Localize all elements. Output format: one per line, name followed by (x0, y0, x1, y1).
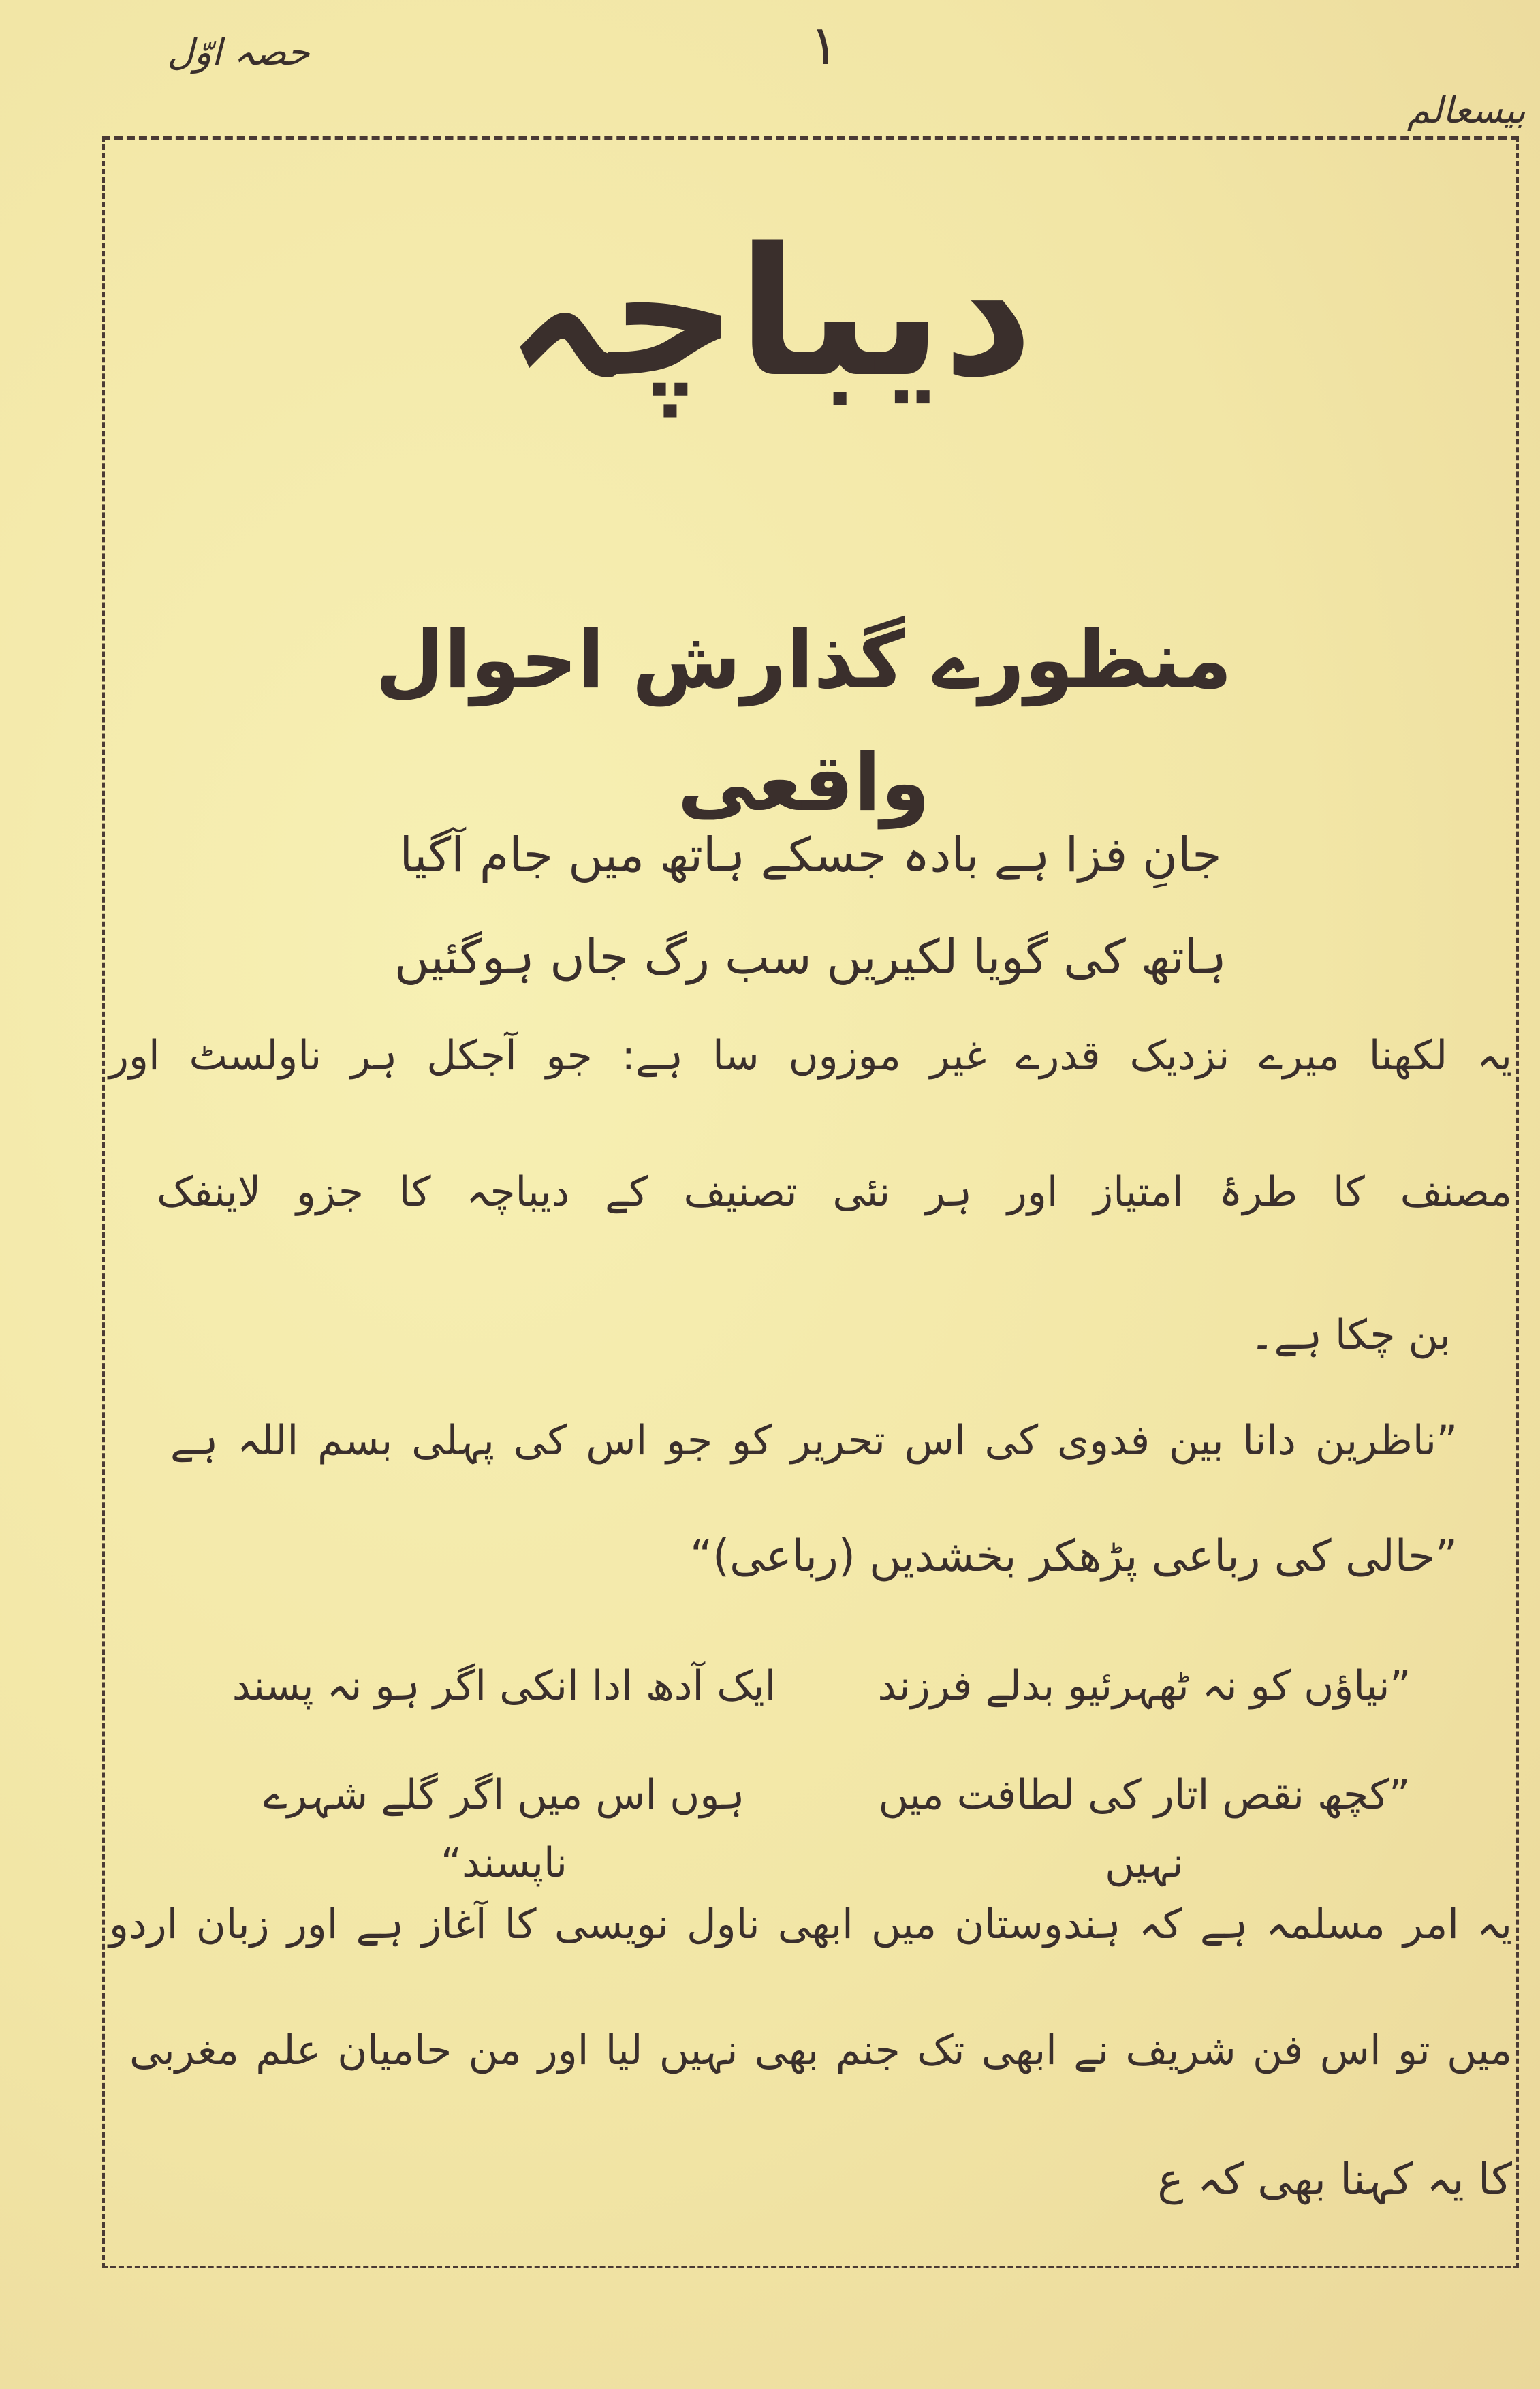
couplet-line: ہاتھ کی گویا لکیریں سب رگ جاں ہوگئیں (394, 929, 1227, 985)
request-line: ”ناظرین دانا بین فدوی کی اس تحریر کو جو اس کی پہلی بسم اللہ ہے (170, 1417, 1458, 1465)
rubai-line-right: ”نیاؤں کو نہ ٹھہرئیو بدلے فرزند (877, 1662, 1411, 1710)
rubai-line-left: ہوں اس میں اگر گلے شہرے ناپسند“ (263, 1771, 745, 1887)
paragraph-line: یہ لکھنا میرے نزدیک قدرے غیر موزوں سا ہے: جو آجکل ہر ناولسٹ اور (109, 1032, 1512, 1080)
paragraph-line: کا یہ کہنا بھی کہ ع (1157, 2155, 1512, 2205)
paragraph-line: بن چکا ہے۔ (1250, 1311, 1451, 1359)
paragraph-line: مصنف کا طرۂ امتیاز اور ہر نئی تصنیف کے دیباچہ کا جزو لاینفک (157, 1168, 1512, 1216)
couplet-line: جانِ فزا ہے بادہ جسکے ہاتھ میں جام آگیا (399, 827, 1222, 883)
page-number: ۱ (809, 14, 839, 77)
paragraph-line: یہ امر مسلمہ ہے کہ ہندوستان میں ابھی ناول نویسی کا آغاز ہے اور زبان اردو (109, 1901, 1512, 1948)
running-title: بیسعالم (1407, 89, 1526, 131)
part-label: حصہ اوّل (167, 31, 310, 74)
paragraph-line: میں تو اس فن شریف نے ابھی تک جنم بھی نہیں لیا اور من حامیان علم مغربی (129, 2027, 1512, 2074)
page-subtitle: منظورے گذارش احوال واقعی (375, 614, 1232, 829)
rubai-line-left: ایک آدھ ادا انکی اگر ہو نہ پسند (232, 1662, 776, 1710)
rubai-line-right: ”کچھ نقص اتار کی لطافت میں نہیں (878, 1771, 1411, 1887)
page-title: دیباچہ (505, 210, 1034, 416)
request-line: ”حالی کی رباعی پڑھکر بخشدیں (رباعی)“ (689, 1531, 1458, 1582)
